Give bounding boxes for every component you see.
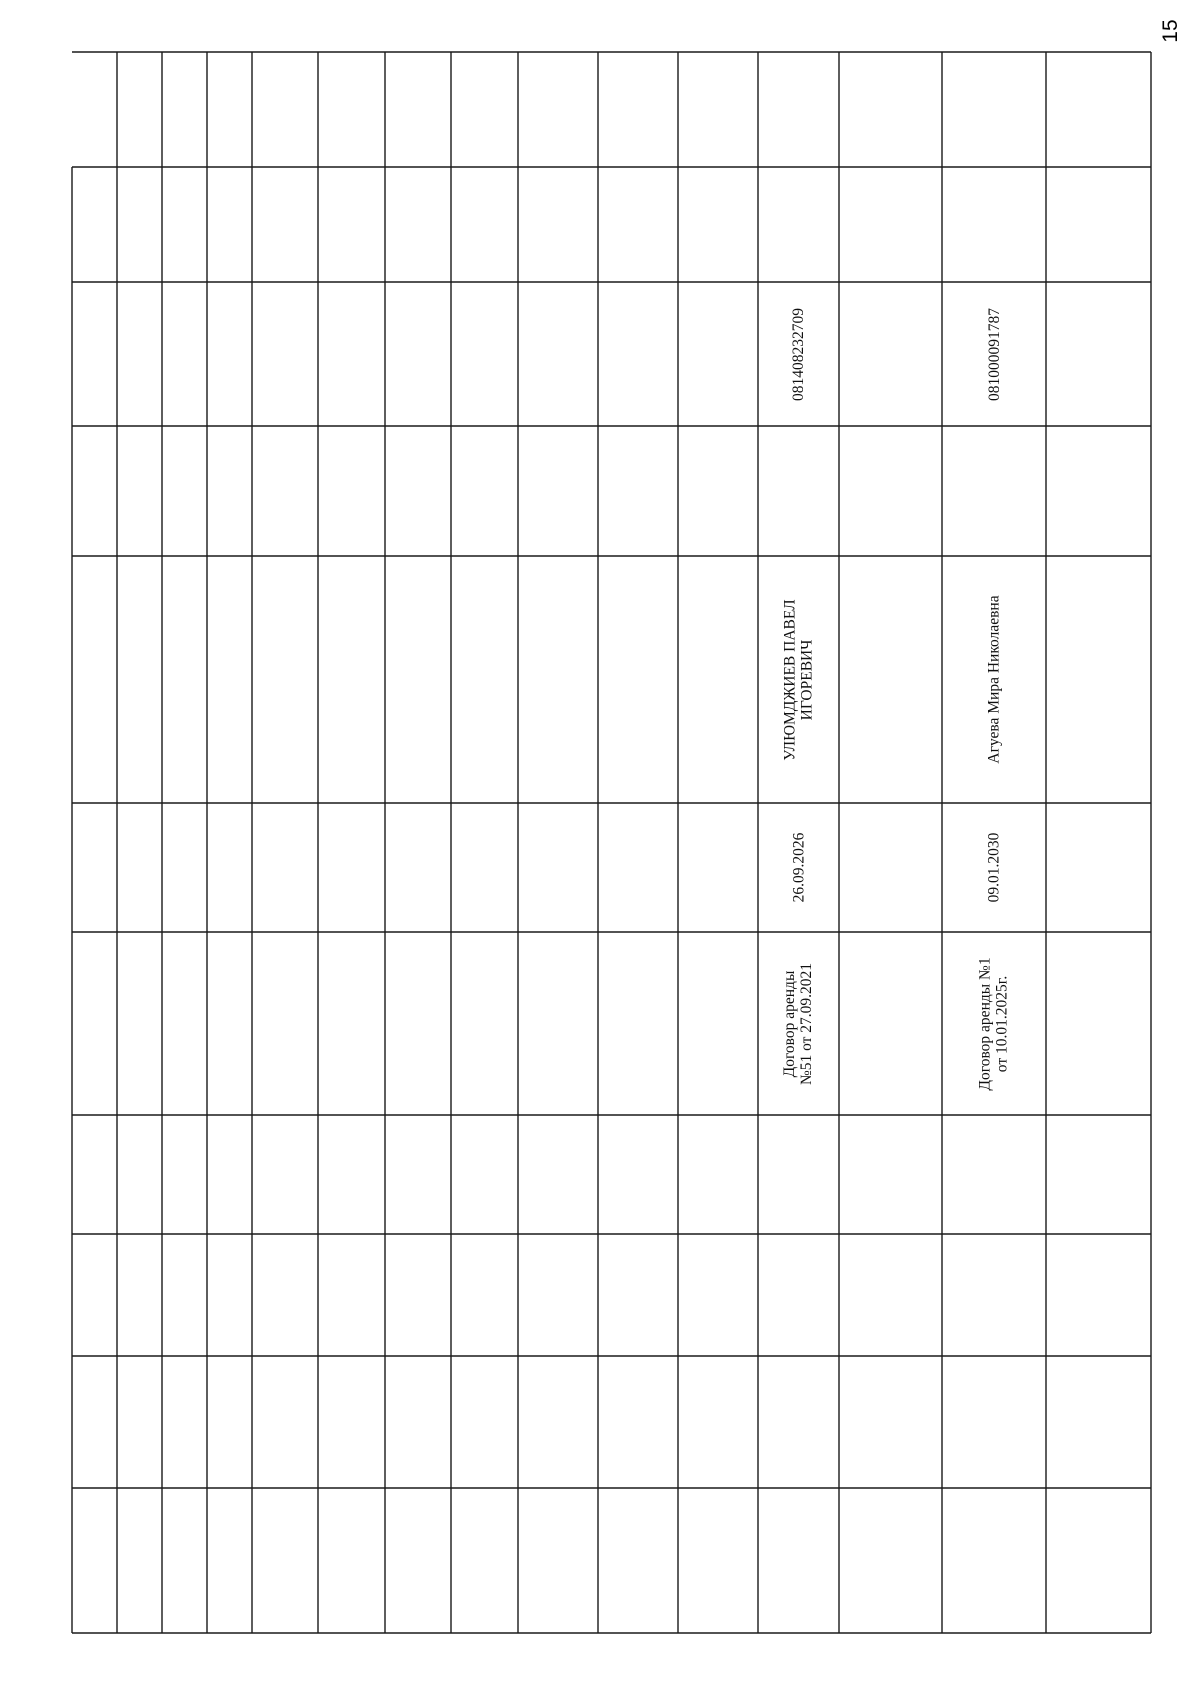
end-date-cell (758, 803, 839, 932)
end-date: 09.01.2030 (985, 832, 1003, 903)
contract-cell (942, 932, 1046, 1115)
contract-cell (758, 932, 839, 1115)
contract-line-2: №51 от 27.09.2021 (798, 962, 816, 1085)
tenant-name-cell (942, 556, 1046, 803)
cadastral-number-cell (942, 282, 1046, 426)
end-date: 26.09.2026 (790, 832, 807, 903)
contract-line-1: Договор аренды (781, 970, 799, 1077)
cadastral-number: 081000091787 (985, 307, 1003, 401)
tenant-name-line-1: УЛЮМДЖИЕВ ПАВЕЛ (781, 598, 799, 761)
cadastral-number: 081408232709 (790, 307, 807, 401)
page-number: 15 (1159, 19, 1182, 43)
cadastral-number-cell (758, 282, 839, 426)
tenant-name-line-2: ИГОРЕВИЧ (798, 639, 816, 720)
end-date-cell (942, 803, 1046, 932)
contract-line-2: от 10.01.2025г. (994, 975, 1011, 1072)
tenant-name-line-1: Агуева Мира Николаевна (985, 595, 1003, 764)
contract-line-1: Договор аренды №1 (977, 956, 994, 1091)
tenant-name-cell (758, 556, 839, 803)
